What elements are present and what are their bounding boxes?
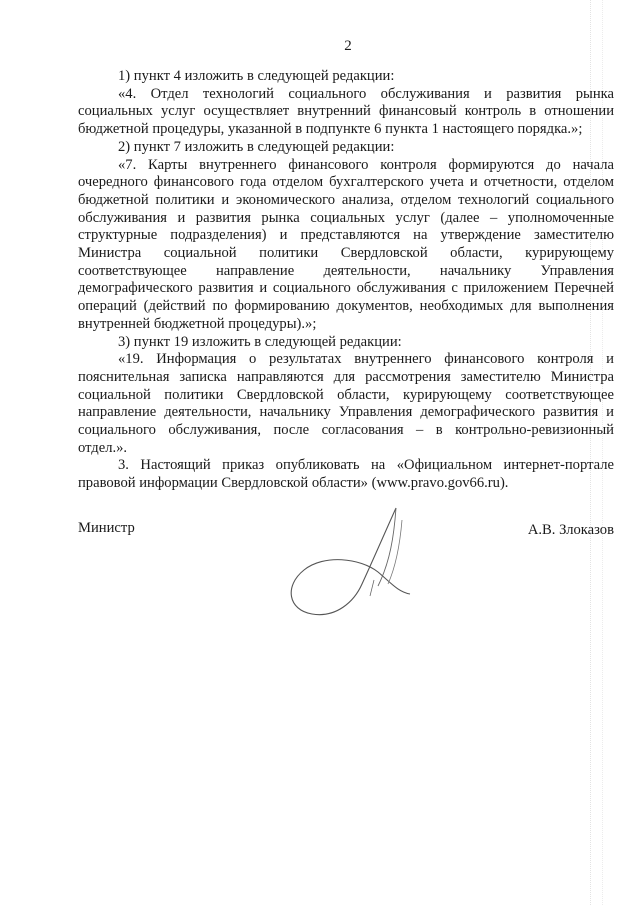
paragraph-clause-4: «4. Отдел технологий социального обслуживания и развития рынка социальных услуг осуществляет внутренний финансовый контроль в отношении бюджетной процедуры, указанной в подпункте 6 пункта 1 настоящего порядка.»; [78,85,614,138]
paragraph-publication: 3. Настоящий приказ опубликовать на «Официальном интернет-портале правовой информации Свердловской области» (www.pravo.gov66.ru). [78,457,614,492]
paragraph-clause-19: «19. Информация о результатах внутреннего финансового контроля и пояснительная записка направляются для рассмотрения заместителю Министра социальной политики Свердловской области, курирующему соответствующее направление деятельности, начальнику Управления демографического развития и социального обслуживания, после согласования – в контрольно-ревизионный отдел.». [78,351,614,456]
paragraph-amendment-3: 3) пункт 19 изложить в следующей редакции: [118,333,402,350]
page-number: 2 [344,38,352,54]
document-body [78,68,614,493]
signer-title: Министр [78,520,135,536]
handwritten-signature [278,500,448,630]
signer-name: А.В. Злоказов [527,522,614,538]
signature-block [78,520,614,630]
paragraph-clause-7: «7. Карты внутреннего финансового контроля формируются до начала очередного финансового года отделом бухгалтерского учета и отчетности, отделом бюджетной политики и экономического анализа, отделом технологий социального обслуживания и развития рынка социальных услуг (далее – уполномоченные структурные подразделения) и представляются на утверждение заместителю Министра социальной политики Свердловской области, курирующему соответствующее направление деятельности, начальнику Управления демографического развития и социального обслуживания с приложением Перечней операций (действий по формированию документов, необходимых для выполнения внутренней бюджетной процедуры).»; [78,156,614,332]
paragraph-amendment-1: 1) пункт 4 изложить в следующей редакции: [118,68,395,84]
paragraph-amendment-2: 2) пункт 7 изложить в следующей редакции: [118,138,395,155]
